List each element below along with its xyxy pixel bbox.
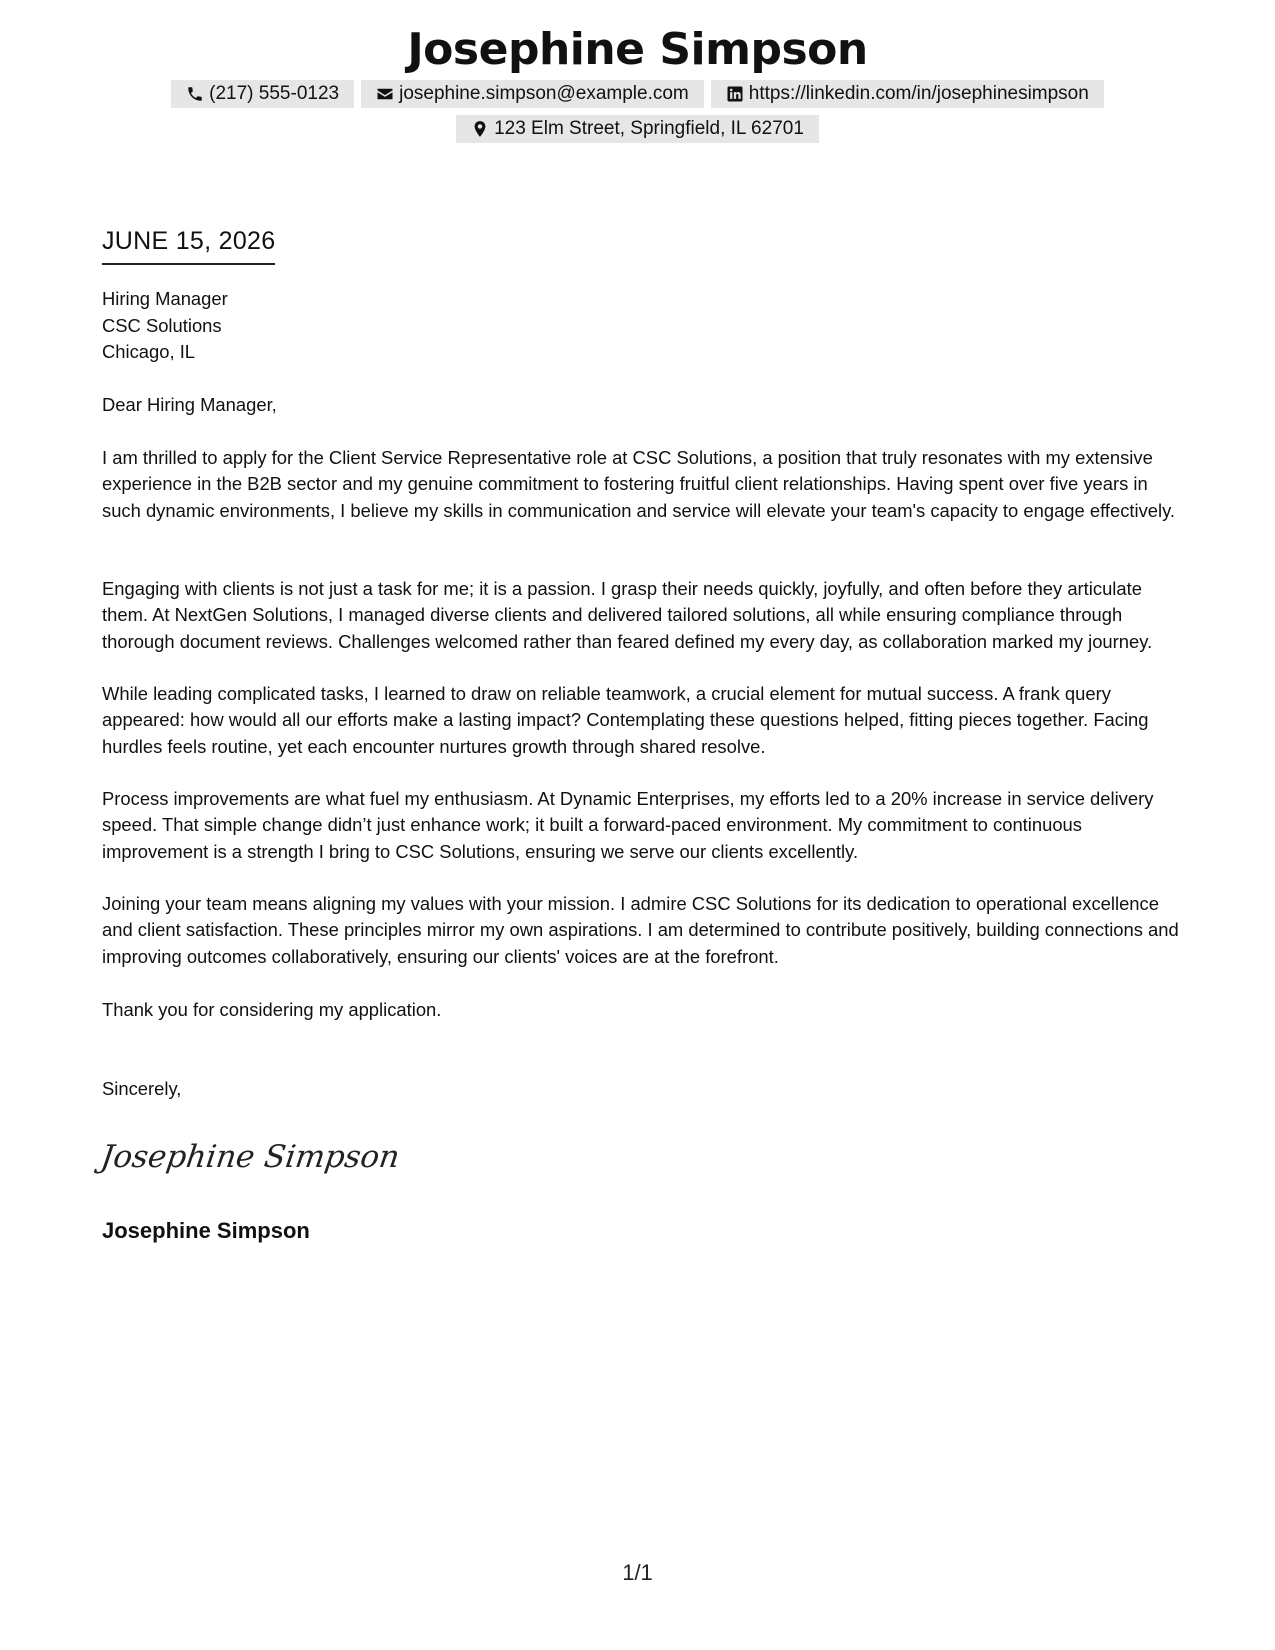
map-pin-icon — [471, 120, 489, 138]
paragraph-4: Process improvements are what fuel my enthusiasm. At Dynamic Enterprises, my efforts led to a 20% increase in service delivery speed. That simple change didn’t just enhance work; it built a forward-paced environment. My commitment to continuous improvement is a strength I bring to CSC Solutions, ensuring we serve our clients excellently. — [102, 788, 1154, 862]
linkedin-icon — [726, 85, 744, 103]
recipient-title: Hiring Manager — [102, 288, 228, 309]
paragraph-1: I am thrilled to apply for the Client Service Representative role at CSC Solutions, a position that truly resonates with my extensive experience in the B2B sector and my genuine commitment to fostering fruitful client relationships. Having spent over five years in such dynamic environments, I believe my skills in communication and service will elevate your team's capacity to engage effectively. — [102, 447, 1176, 521]
closing: Sincerely, — [102, 1078, 182, 1099]
contact-address — [456, 115, 819, 143]
contact-row-address — [0, 115, 1275, 143]
linkedin-url: https://linkedin.com/in/josephinesimpson — [748, 83, 1089, 104]
letter-date: JUNE 15, 2026 — [102, 226, 275, 265]
paragraph-6: Thank you for considering my application. — [102, 999, 442, 1020]
signature-script: Josephine Simpson — [98, 1139, 402, 1175]
recipient-company: CSC Solutions — [102, 314, 222, 336]
envelope-icon — [376, 85, 394, 103]
street-address: 123 Elm Street, Springfield, IL 62701 — [494, 118, 804, 139]
recipient-block — [102, 286, 1182, 366]
phone-number: (217) 555-0123 — [209, 83, 340, 104]
recipient-location: Chicago, IL — [102, 341, 196, 362]
signed-name: Josephine Simpson — [102, 1218, 310, 1243]
paragraph-5: Joining your team means aligning my values with your mission. I admire CSC Solutions for its dedication to operational excellence and client satisfaction. These principles mirror my own aspirations. I am determined to contribute positively, building connections and improving outcomes collaboratively, ensuring our clients' voices are at the forefront. — [102, 893, 1179, 967]
email-address: josephine.simpson@example.com — [399, 83, 689, 104]
page-number: 1/1 — [622, 1560, 653, 1585]
contact-phone — [171, 80, 354, 108]
applicant-name: Josephine Simpson — [407, 24, 868, 75]
paragraph-3: While leading complicated tasks, I learned to draw on reliable teamwork, a crucial element for mutual success. A frank query appeared: how would all our efforts make a lasting impact? Contemplating these questions helped, fitting pieces together. Facing hurdles feels routine, yet each encounter nurtures growth through shared resolve. — [102, 683, 1149, 757]
contact-linkedin — [711, 80, 1104, 108]
signature-image — [98, 1130, 402, 1180]
salutation: Dear Hiring Manager, — [102, 394, 277, 415]
phone-icon — [186, 85, 204, 103]
contact-email — [361, 80, 704, 108]
contact-row — [0, 80, 1275, 108]
paragraph-2: Engaging with clients is not just a task for me; it is a passion. I grasp their needs quickly, joyfully, and often before they articulate them. At NextGen Solutions, I managed diverse clients and delivered tailored solutions, all while ensuring compliance through thorough document reviews. Challenges welcomed rather than feared defined my every day, as collaboration marked my journey. — [102, 578, 1153, 652]
